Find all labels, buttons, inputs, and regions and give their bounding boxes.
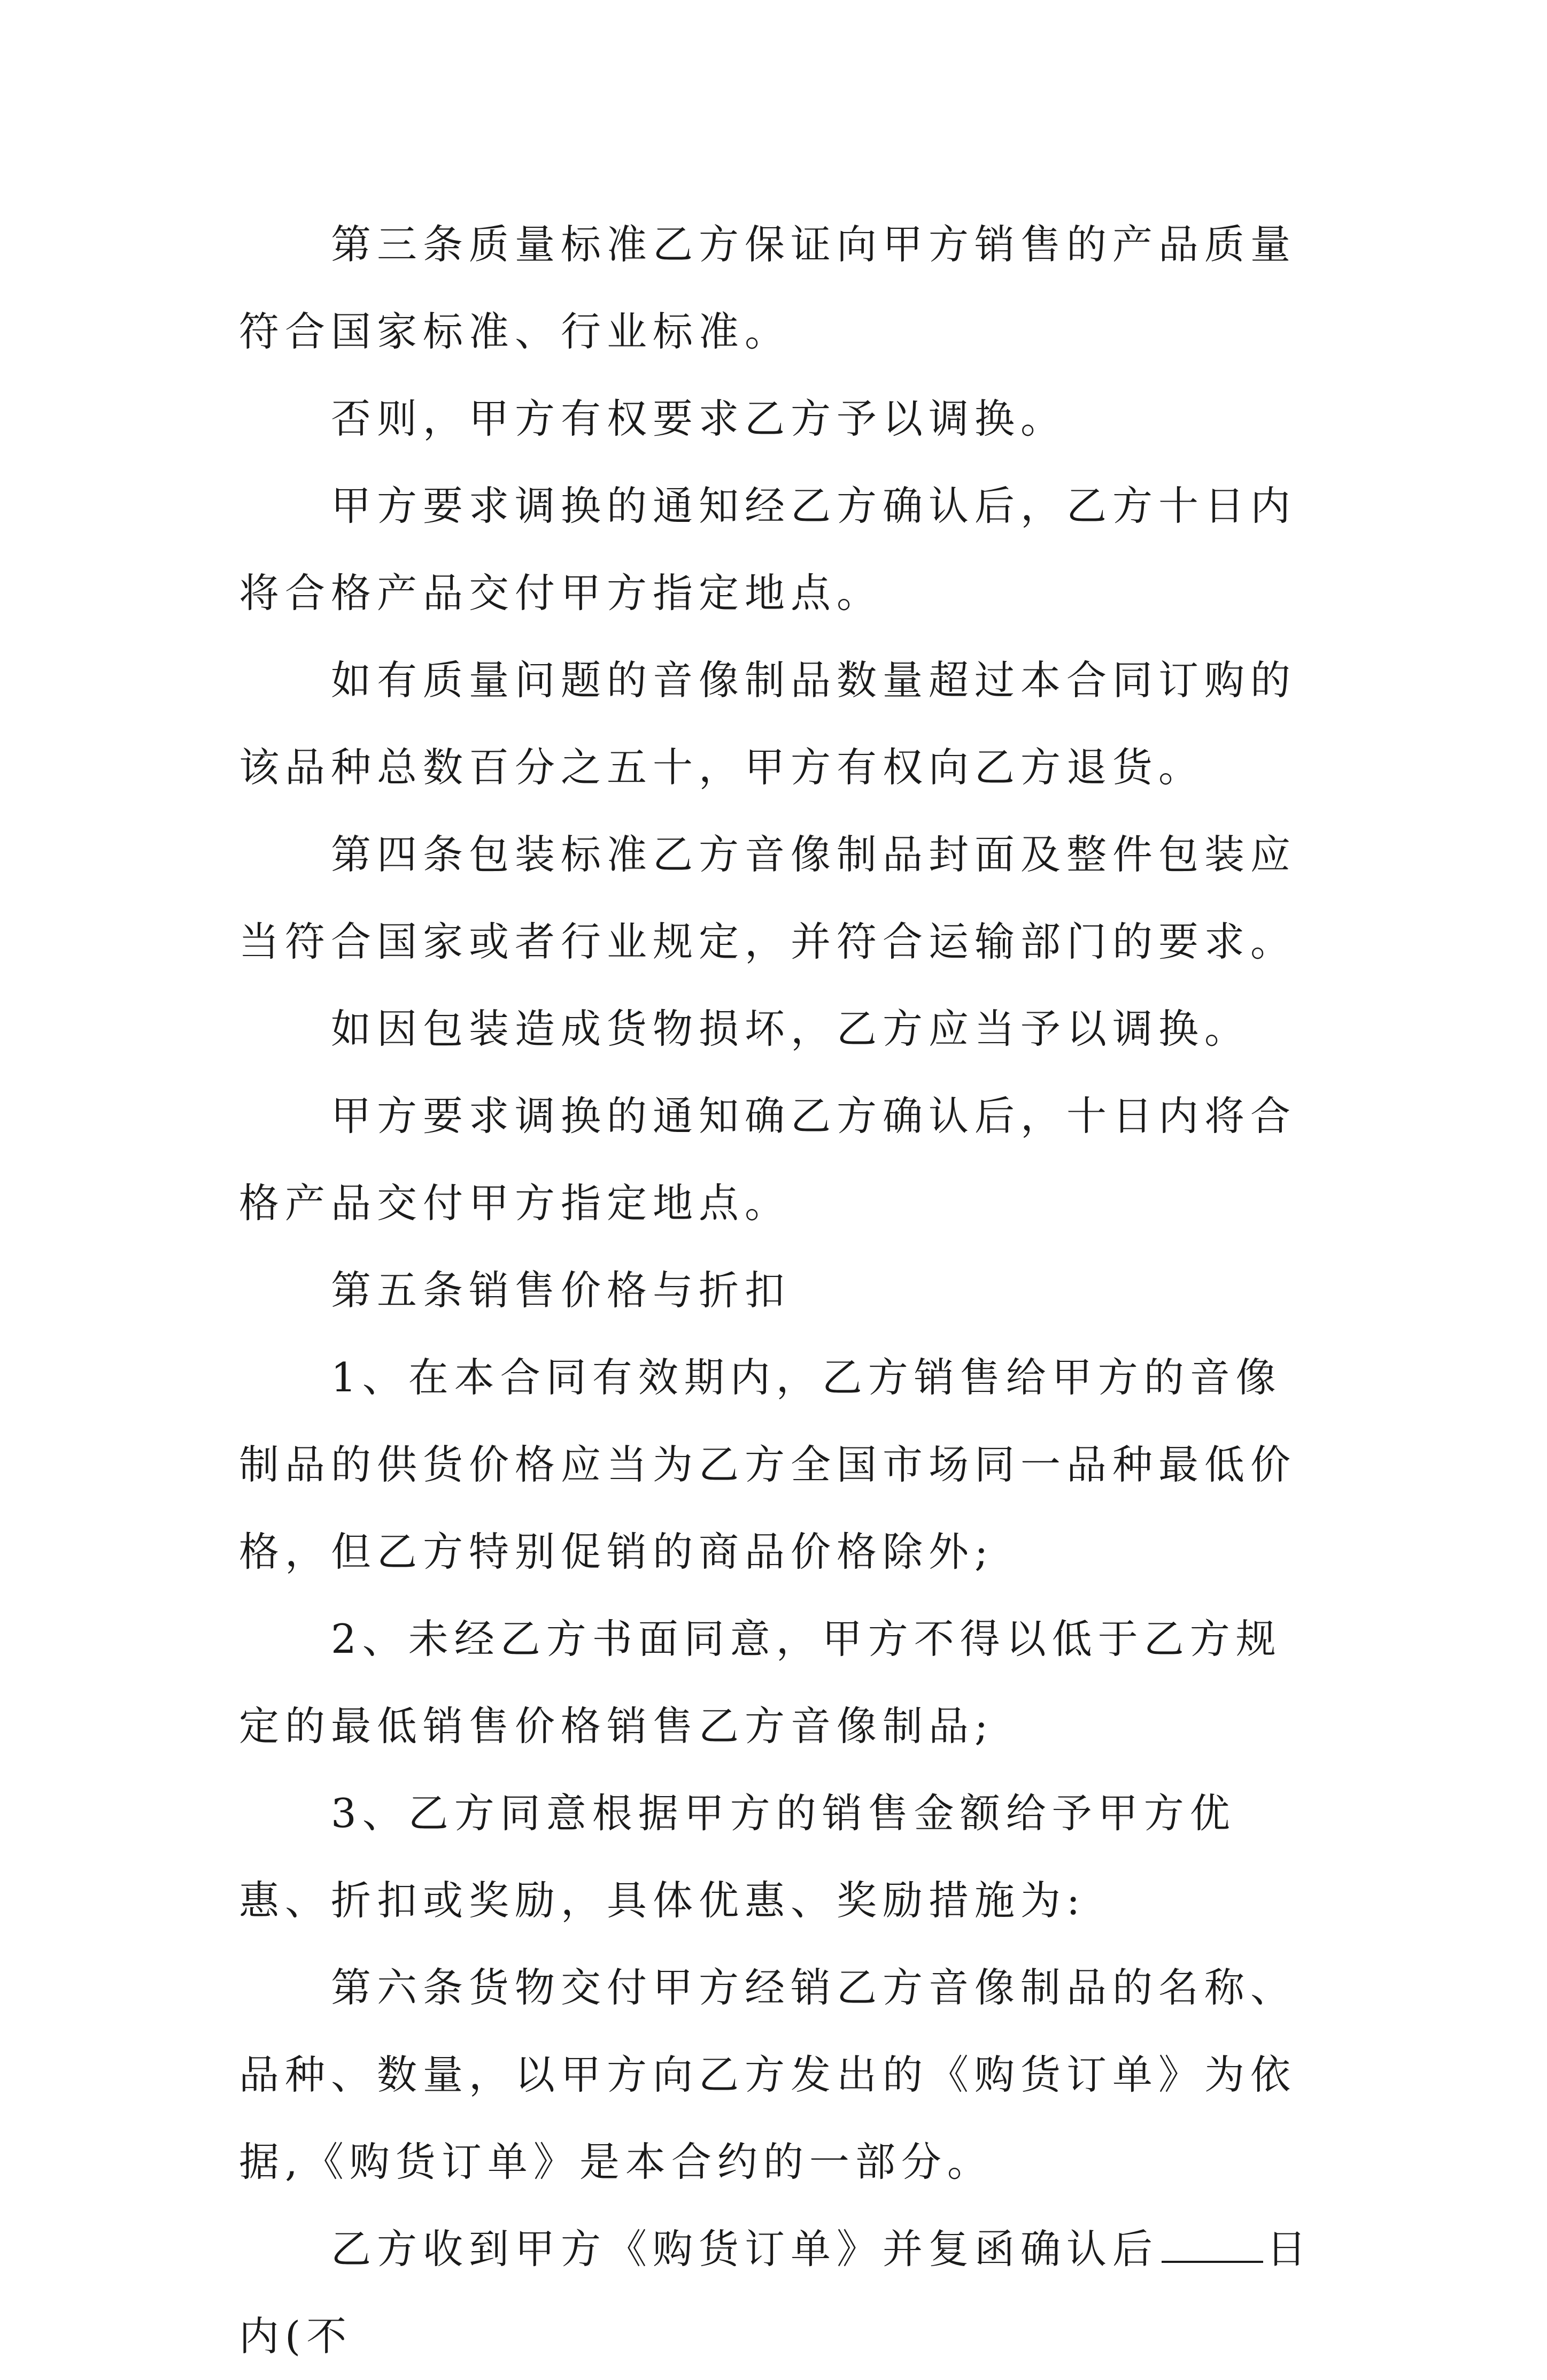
paragraph-price-item-1: 1、在本合同有效期内，乙方销售给甲方的音像制品的供货价格应当为乙方全国市场同一品种最低价格，但乙方特别促销的商品价格除外;	[239, 1354, 1297, 1575]
order-confirmation-text-before: 乙方收到甲方《购货订单》并复函确认后	[331, 2225, 1159, 2273]
paragraph-right-to-exchange: 否则，甲方有权要求乙方予以调换。	[331, 395, 1067, 442]
paragraph-packaging-standard: 第四条包装标准乙方音像制品封面及整件包装应当符合国家或者行业规定，并符合运输部门的要求。	[239, 831, 1297, 965]
paragraph-delivery: 第六条货物交付甲方经销乙方音像制品的名称、品种、数量，以甲方向乙方发出的《购货订单》为依据,《购货订单》是本合约的一部分。	[239, 1964, 1297, 2185]
paragraph-quality-standard: 第三条质量标准乙方保证向甲方销售的产品质量符合国家标准、行业标准。	[239, 221, 1297, 355]
document-body	[239, 201, 1319, 2380]
paragraph-price-heading: 第五条销售价格与折扣	[331, 1267, 791, 1314]
paragraph-return-goods: 如有质量问题的音像制品数量超过本合同订购的该品种总数百分之五十，甲方有权向乙方退货。	[239, 657, 1297, 791]
paragraph-exchange-notice: 甲方要求调换的通知经乙方确认后，乙方十日内将合格产品交付甲方指定地点。	[239, 482, 1297, 617]
paragraph-order-confirmation	[239, 2206, 1319, 2380]
paragraph-price-item-2: 2、未经乙方书面同意，甲方不得以低于乙方规定的最低销售价格销售乙方音像制品;	[239, 1615, 1282, 1750]
order-confirmation-text-after: 日内(不	[239, 2225, 1313, 2360]
fill-in-blank	[1162, 2229, 1263, 2263]
paragraph-packaging-damage: 如因包装造成货物损坏，乙方应当予以调换。	[331, 1005, 1251, 1052]
paragraph-packaging-exchange-notice: 甲方要求调换的通知确乙方确认后，十日内将合格产品交付甲方指定地点。	[239, 1092, 1297, 1227]
paragraph-price-item-3: 3、乙方同意根据甲方的销售金额给予甲方优惠、折扣或奖励，具体优惠、奖励措施为:	[239, 1790, 1236, 1924]
